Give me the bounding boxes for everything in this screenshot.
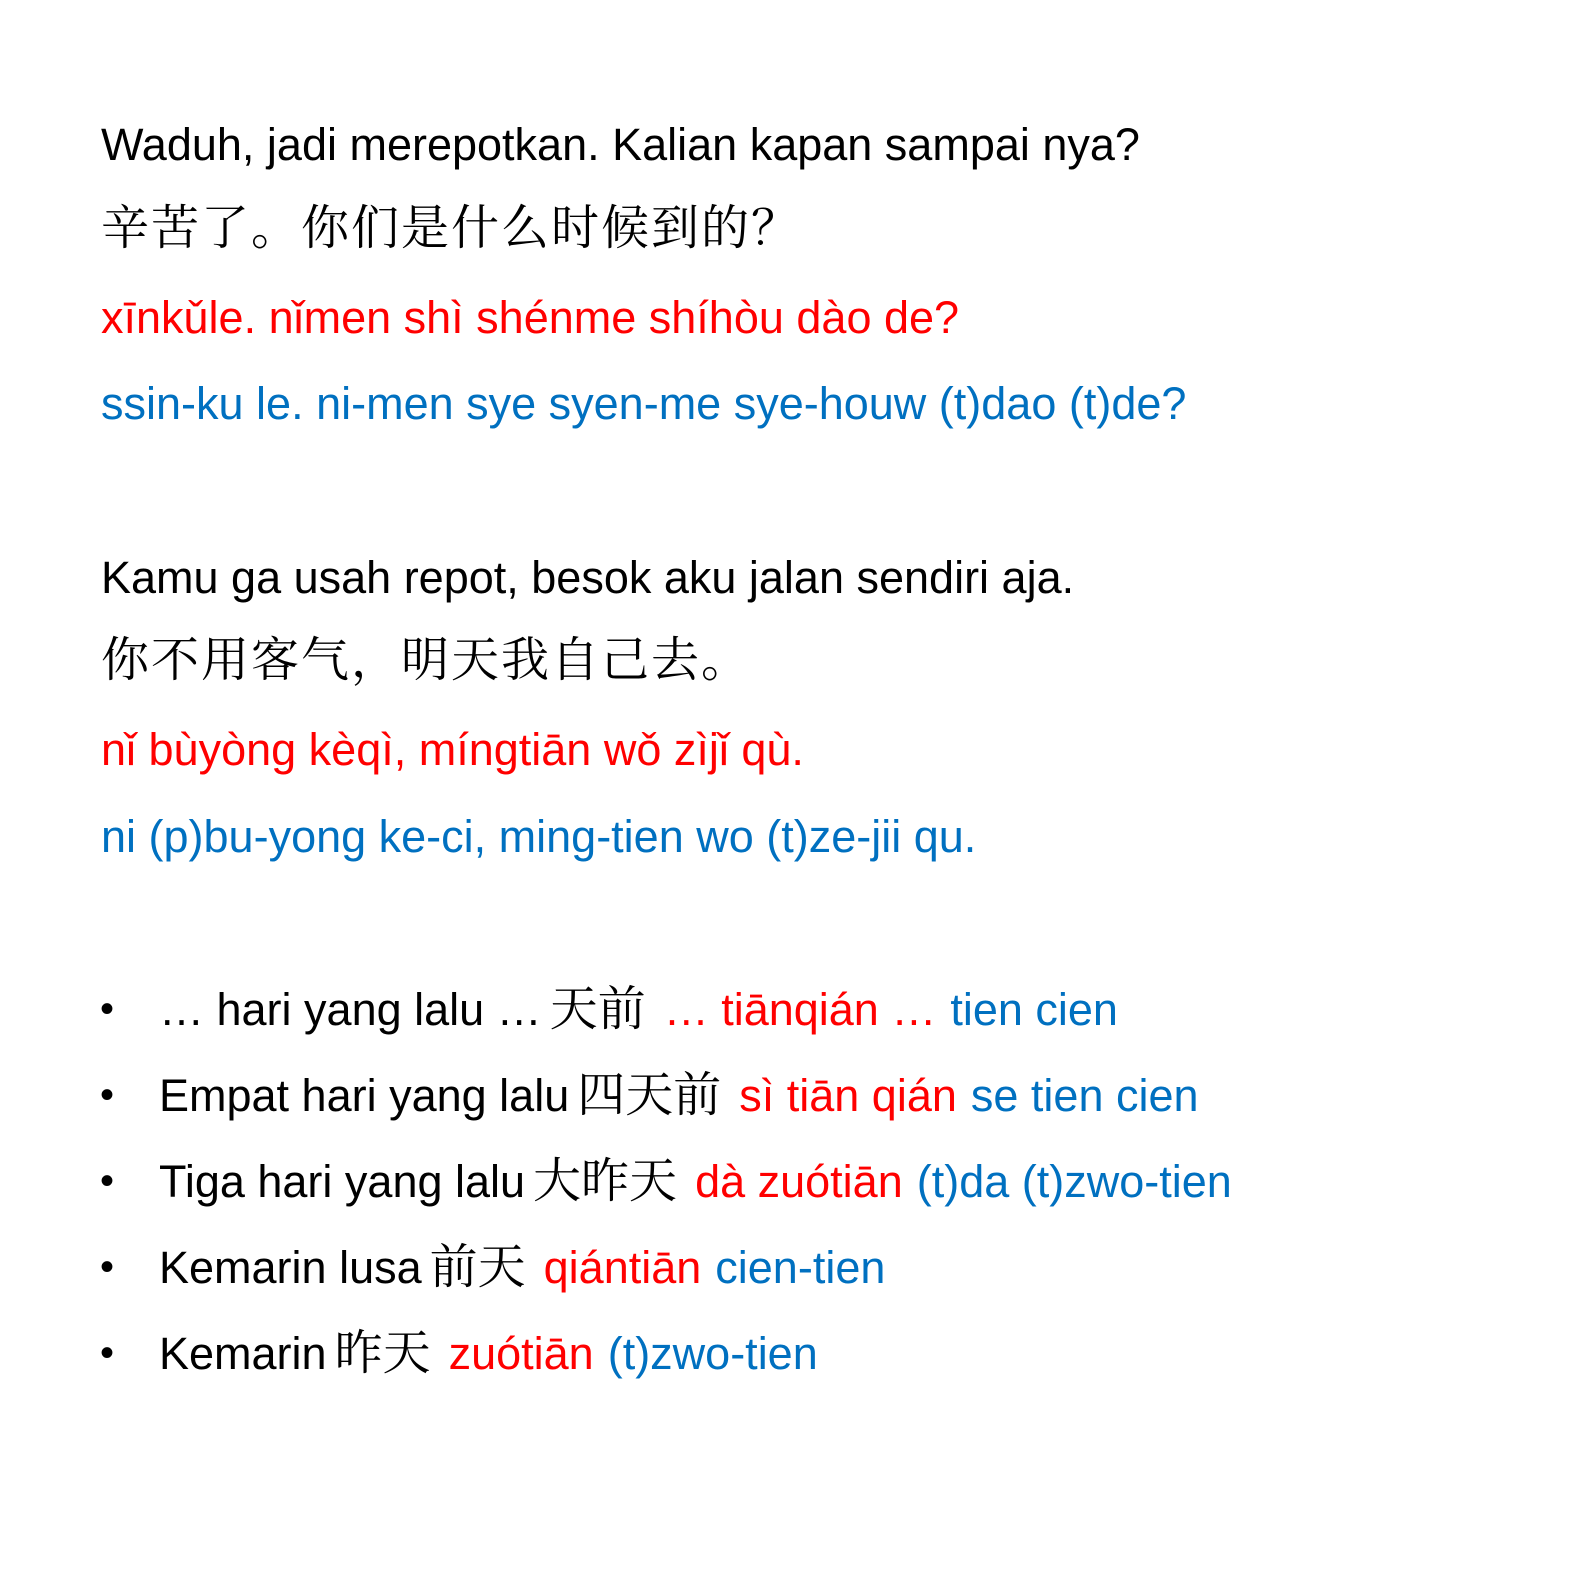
vocab-phonetic: tien cien	[950, 984, 1118, 1035]
vocab-indonesian: Tiga hari yang lalu	[159, 1156, 526, 1207]
sentence-1-phonetic: ssin-ku le. ni-men sye syen-me sye-houw (t)dao (t)de?	[101, 378, 1187, 429]
vocab-pinyin: … tiānqián …	[663, 984, 937, 1035]
vocab-indonesian: Kemarin	[159, 1328, 327, 1379]
bullet-icon: •	[100, 1159, 115, 1203]
vocab-indonesian: Empat hari yang lalu	[159, 1070, 570, 1121]
bullet-icon: •	[100, 1331, 115, 1375]
vocab-phonetic: (t)da (t)zwo-tien	[916, 1156, 1232, 1207]
sentence-2-chinese: 你不用客气，明天我自己去。	[101, 632, 752, 688]
sentence-1-indonesian: Waduh, jadi merepotkan. Kalian kapan sampai nya?	[101, 119, 1140, 170]
vocab-chinese: 昨天	[334, 1325, 431, 1381]
vocab-pinyin: zuótiān	[448, 1328, 594, 1379]
sentence-1-chinese: 辛苦了。你们是什么时候到的？	[101, 200, 802, 256]
sentence-2-pinyin: nǐ bùyòng kèqì, míngtiān wǒ zìjǐ qù.	[101, 724, 804, 775]
vocab-pinyin: qiántiān	[543, 1242, 702, 1293]
vocab-indonesian: Kemarin lusa	[159, 1242, 422, 1293]
bullet-icon: •	[100, 987, 115, 1031]
bullet-icon: •	[100, 1245, 115, 1289]
vocab-chinese: 天前	[549, 981, 646, 1037]
bullet-icon: •	[100, 1073, 115, 1117]
sentence-1-pinyin: xīnkǔle. nǐmen shì shénme shíhòu dào de?	[101, 292, 960, 343]
vocab-chinese: 前天	[429, 1239, 526, 1295]
vocab-phonetic: cien-tien	[715, 1242, 886, 1293]
vocab-pinyin: dà zuótiān	[695, 1156, 903, 1207]
vocab-chinese: 四天前	[577, 1067, 722, 1123]
vocab-chinese: 大昨天	[533, 1153, 678, 1209]
vocab-phonetic: (t)zwo-tien	[607, 1328, 818, 1379]
vocab-indonesian: … hari yang lalu …	[159, 984, 542, 1035]
sentence-2-indonesian: Kamu ga usah repot, besok aku jalan sendiri aja.	[101, 552, 1075, 603]
vocab-pinyin: sì tiān qián	[739, 1070, 957, 1121]
sentence-2-phonetic: ni (p)bu-yong ke-ci, ming-tien wo (t)ze-jii qu.	[101, 811, 977, 862]
vocab-phonetic: se tien cien	[970, 1070, 1199, 1121]
